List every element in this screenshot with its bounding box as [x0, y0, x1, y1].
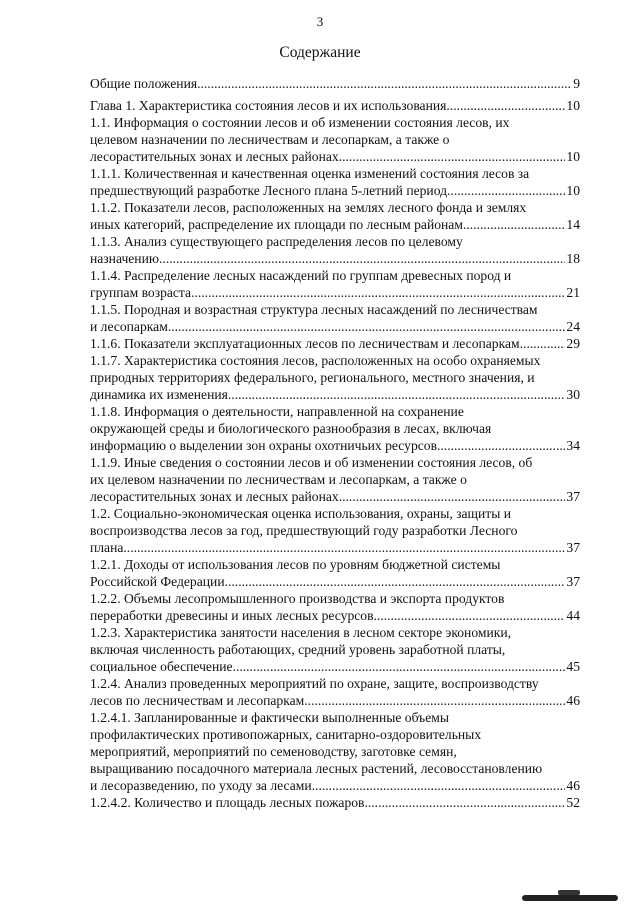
- toc-entry[interactable]: [90, 335, 580, 352]
- scan-artifact: [558, 890, 580, 895]
- toc-entry-text: 1.1.9. Иные сведения о состоянии лесов и об изменении состояния лесов, об: [90, 455, 533, 470]
- toc-page-number: 10: [566, 149, 580, 164]
- dot-leader: [447, 182, 565, 199]
- toc-entry[interactable]: [90, 675, 580, 709]
- toc-entry-text: плана: [90, 540, 124, 555]
- toc-page-number: 37: [566, 540, 580, 555]
- dot-leader: [437, 437, 565, 454]
- toc-entry-text: 1.2.4.1. Запланированные и фактически выполненные объемы: [90, 710, 449, 725]
- page-number: 3: [316, 14, 324, 29]
- dot-leader: [233, 658, 566, 675]
- toc-entry-text: включая численность работающих, средний уровень заработной платы,: [90, 642, 506, 657]
- toc-entry[interactable]: [90, 624, 580, 675]
- toc-entry-text: лесов по лесничествам и лесопаркам: [90, 693, 305, 708]
- toc-entry-text: и лесопаркам: [90, 319, 168, 334]
- toc-entry-text: предшествующий разработке Лесного плана 5-летний период: [90, 183, 448, 198]
- toc-entry-text: мероприятий, мероприятий по семеноводству, заготовке семян,: [90, 744, 457, 759]
- toc-page-number: 14: [566, 217, 580, 232]
- toc-entry-text: переработки древесины и иных лесных ресурсов: [90, 608, 374, 623]
- toc-page-number: 44: [566, 608, 580, 623]
- toc-entry[interactable]: [90, 403, 580, 454]
- toc-page-number: 37: [566, 489, 580, 504]
- toc-entry[interactable]: [90, 556, 580, 590]
- toc-page-number: 21: [566, 285, 580, 300]
- toc-entry-text: информацию о выделении зон охраны охотничьих ресурсов: [90, 438, 437, 453]
- toc-page-number: 30: [566, 387, 580, 402]
- dot-leader: [304, 692, 565, 709]
- toc-entry-text: группам возраста: [90, 285, 192, 300]
- dot-leader: [228, 386, 566, 403]
- dot-leader: [168, 318, 566, 335]
- toc-entry-text: 1.1.1. Количественная и качественная оценка изменений состояния лесов за: [90, 166, 530, 181]
- toc-title: Содержание: [279, 44, 361, 61]
- toc-entry[interactable]: [90, 505, 580, 556]
- toc-entry-text: 1.1.6. Показатели эксплуатационных лесов по лесничествам и лесопаркам: [90, 336, 520, 351]
- toc-page-number: 46: [566, 778, 580, 793]
- toc-entry-text: 1.1.5. Породная и возрастная структура лесных насаждений по лесничествам: [90, 302, 538, 317]
- dot-leader: [191, 284, 565, 301]
- dot-leader: [446, 97, 565, 114]
- toc-entry[interactable]: [90, 794, 580, 811]
- toc-entry-text: воспроизводства лесов за год, предшествующий году разработки Лесного: [90, 523, 518, 538]
- toc-entry-text: 1.1.8. Информация о деятельности, направленной на сохранение: [90, 404, 464, 419]
- toc-entry-text: природных территориях федерального, регионального, местного значения, и: [90, 370, 535, 385]
- toc-page-number: 9: [573, 76, 580, 91]
- toc-entry[interactable]: [90, 301, 580, 335]
- toc-entry-text: 1.1.3. Анализ существующего распределения лесов по целевому: [90, 234, 463, 249]
- toc-entry-text: 1.2.4. Анализ проведенных мероприятий по охране, защите, воспроизводству: [90, 676, 539, 691]
- toc-entry-text: 1.2.1. Доходы от использования лесов по уровням бюджетной системы: [90, 557, 501, 572]
- toc-entry-text: 1.1.4. Распределение лесных насаждений по группам древесных пород и: [90, 268, 512, 283]
- dot-leader: [123, 539, 565, 556]
- toc-page-number: 45: [566, 659, 580, 674]
- toc-entry-text: 1.2.4.2. Количество и площадь лесных пожаров: [90, 795, 365, 810]
- toc-entry-text: социальное обеспечение: [90, 659, 233, 674]
- dot-leader: [520, 335, 566, 352]
- toc-entry[interactable]: [90, 267, 580, 301]
- toc-entry[interactable]: [90, 454, 580, 505]
- toc-page-number: 37: [566, 574, 580, 589]
- toc-entry-text: и лесоразведению, по уходу за лесами: [90, 778, 312, 793]
- toc-page-number: 10: [566, 183, 580, 198]
- toc-entry-text: целевом назначении по лесничествам и лесопаркам, а также о: [90, 132, 450, 147]
- toc-page-number: 52: [566, 795, 580, 810]
- toc-entry-text: Глава 1. Характеристика состояния лесов и их использования: [90, 98, 447, 113]
- toc-entry-text: Общие положения: [90, 76, 198, 91]
- toc-page-number: 24: [566, 319, 580, 334]
- toc-entry-text: 1.1. Информация о состоянии лесов и об изменении состояния лесов, их: [90, 115, 510, 130]
- toc-entry-text: 1.2. Социально-экономическая оценка использования, охраны, защиты и: [90, 506, 512, 521]
- toc-entry-text: назначению: [90, 251, 160, 266]
- scan-artifact: [522, 895, 618, 901]
- toc-entry[interactable]: [90, 233, 580, 267]
- toc-entry[interactable]: [90, 352, 580, 403]
- dot-leader: [364, 794, 565, 811]
- toc-entry[interactable]: [90, 75, 580, 92]
- dot-leader: [339, 148, 566, 165]
- toc-entry-text: 1.1.2. Показатели лесов, расположенных на землях лесного фонда и землях: [90, 200, 527, 215]
- toc-entry-text: лесорастительных зонах и лесных районах: [90, 489, 339, 504]
- dot-leader: [374, 607, 566, 624]
- toc-entry[interactable]: [90, 709, 580, 794]
- dot-leader: [312, 777, 566, 794]
- toc-entry-text: динамика их изменения: [90, 387, 228, 402]
- toc-entry-text: 1.2.2. Объемы лесопромышленного производства и экспорта продуктов: [90, 591, 505, 606]
- toc-page-number: 46: [566, 693, 580, 708]
- toc-entry-text: выращиванию посадочного материала лесных растений, лесовосстановлению: [90, 761, 543, 776]
- toc-entry-text: иных категорий, распределение их площади по лесным районам: [90, 217, 463, 232]
- toc-page-number: 34: [566, 438, 580, 453]
- toc-entry-text: 1.2.3. Характеристика занятости населения в лесном секторе экономики,: [90, 625, 512, 640]
- toc-entry[interactable]: [90, 114, 580, 165]
- dot-leader: [159, 250, 565, 267]
- toc-page-number: 29: [566, 336, 580, 351]
- toc-entry[interactable]: [90, 165, 580, 199]
- toc-entry-text: Российской Федерации: [90, 574, 225, 589]
- table-of-contents: [90, 75, 580, 811]
- toc-entry[interactable]: [90, 590, 580, 624]
- toc-page-number: 18: [566, 251, 580, 266]
- toc-entry-text: 1.1.7. Характеристика состояния лесов, расположенных на особо охраняемых: [90, 353, 541, 368]
- toc-entry-text: их целевом назначении по лесничествам и лесопаркам, а также о: [90, 472, 467, 487]
- dot-leader: [339, 488, 566, 505]
- toc-entry-text: лесорастительных зонах и лесных районах: [90, 149, 339, 164]
- dot-leader: [197, 75, 572, 92]
- dot-leader: [463, 216, 565, 233]
- dot-leader: [225, 573, 566, 590]
- toc-entry-text: профилактических противопожарных, санитарно-оздоровительных: [90, 727, 482, 742]
- toc-entry[interactable]: [90, 199, 580, 233]
- toc-entry[interactable]: [90, 97, 580, 114]
- toc-page-number: 10: [566, 98, 580, 113]
- toc-entry-text: окружающей среды и биологического разнообразия в лесах, включая: [90, 421, 492, 436]
